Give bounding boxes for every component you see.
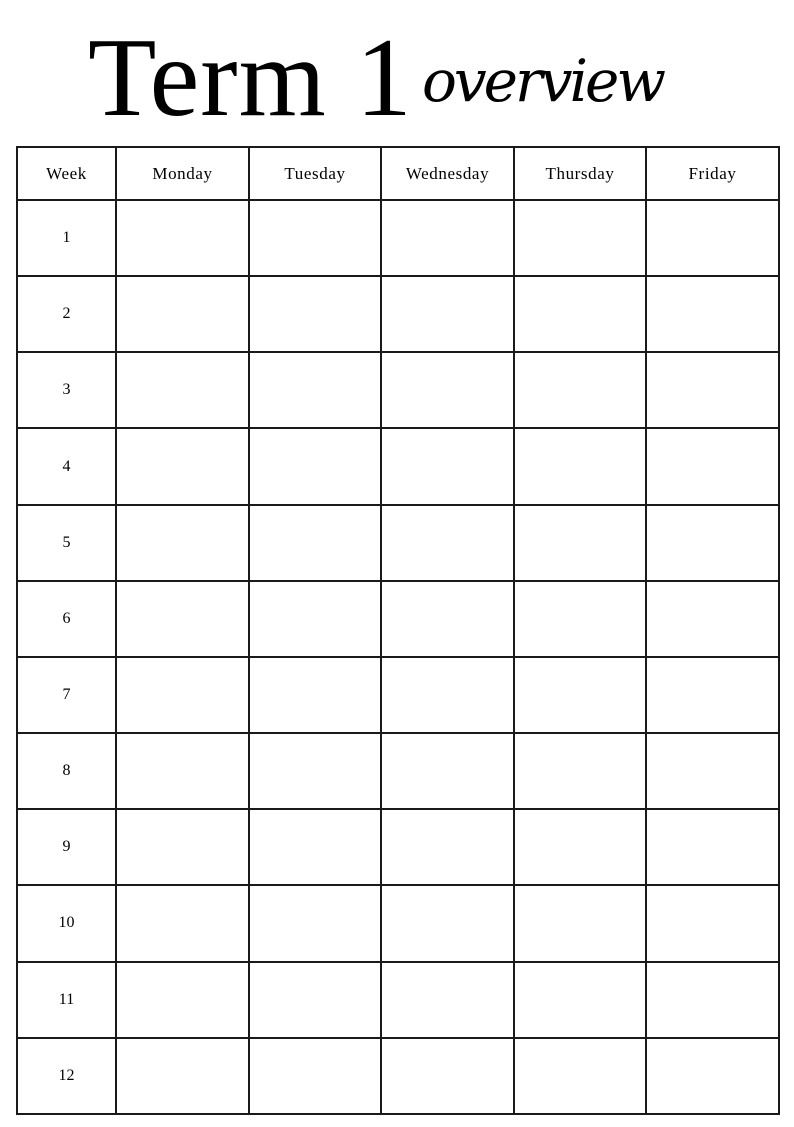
cell-tuesday [249, 657, 381, 733]
cell-wednesday [381, 657, 514, 733]
header-wednesday: Wednesday [381, 147, 514, 200]
cell-friday [646, 276, 779, 352]
cell-tuesday [249, 962, 381, 1038]
cell-monday [116, 1038, 249, 1114]
cell-thursday [514, 962, 646, 1038]
table-row [17, 809, 779, 885]
table-row [17, 352, 779, 428]
page-title: Term 1 [88, 16, 413, 140]
cell-thursday [514, 352, 646, 428]
table-row [17, 1038, 779, 1114]
cell-thursday [514, 428, 646, 504]
cell-monday [116, 352, 249, 428]
table-row [17, 733, 779, 809]
cell-tuesday [249, 733, 381, 809]
cell-monday [116, 809, 249, 885]
cell-friday [646, 428, 779, 504]
cell-thursday [514, 885, 646, 961]
page-subtitle-script: overview [422, 47, 664, 115]
header-week: Week [17, 147, 116, 200]
cell-monday [116, 657, 249, 733]
cell-monday [116, 200, 249, 276]
cell-friday [646, 733, 779, 809]
week-number-cell: 1 [17, 200, 116, 276]
cell-monday [116, 276, 249, 352]
table-body [17, 200, 779, 1114]
header-row [17, 147, 779, 200]
cell-wednesday [381, 352, 514, 428]
cell-wednesday [381, 276, 514, 352]
table-row [17, 885, 779, 961]
cell-friday [646, 962, 779, 1038]
table-row [17, 962, 779, 1038]
page-header [0, 0, 794, 140]
cell-friday [646, 352, 779, 428]
cell-tuesday [249, 1038, 381, 1114]
cell-thursday [514, 733, 646, 809]
cell-friday [646, 200, 779, 276]
cell-wednesday [381, 733, 514, 809]
table-row [17, 276, 779, 352]
cell-monday [116, 505, 249, 581]
cell-friday [646, 657, 779, 733]
cell-thursday [514, 809, 646, 885]
cell-tuesday [249, 809, 381, 885]
header-monday: Monday [116, 147, 249, 200]
week-number-cell: 3 [17, 352, 116, 428]
cell-friday [646, 505, 779, 581]
cell-wednesday [381, 428, 514, 504]
cell-wednesday [381, 1038, 514, 1114]
week-number-cell: 8 [17, 733, 116, 809]
cell-tuesday [249, 885, 381, 961]
table-row [17, 200, 779, 276]
week-number-cell: 6 [17, 581, 116, 657]
table-row [17, 428, 779, 504]
week-number-cell: 2 [17, 276, 116, 352]
cell-tuesday [249, 200, 381, 276]
cell-thursday [514, 657, 646, 733]
table-row [17, 657, 779, 733]
cell-wednesday [381, 885, 514, 961]
term-overview-table [16, 146, 780, 1115]
cell-monday [116, 885, 249, 961]
cell-friday [646, 809, 779, 885]
cell-monday [116, 962, 249, 1038]
cell-tuesday [249, 276, 381, 352]
week-number-cell: 11 [17, 962, 116, 1038]
cell-monday [116, 733, 249, 809]
week-number-cell: 12 [17, 1038, 116, 1114]
cell-wednesday [381, 962, 514, 1038]
cell-friday [646, 581, 779, 657]
table-row [17, 581, 779, 657]
cell-tuesday [249, 352, 381, 428]
week-number-cell: 4 [17, 428, 116, 504]
table-row [17, 505, 779, 581]
cell-wednesday [381, 581, 514, 657]
cell-tuesday [249, 428, 381, 504]
cell-friday [646, 1038, 779, 1114]
cell-thursday [514, 581, 646, 657]
week-number-cell: 7 [17, 657, 116, 733]
cell-tuesday [249, 581, 381, 657]
header-tuesday: Tuesday [249, 147, 381, 200]
cell-monday [116, 581, 249, 657]
cell-monday [116, 428, 249, 504]
cell-thursday [514, 276, 646, 352]
cell-thursday [514, 200, 646, 276]
cell-friday [646, 885, 779, 961]
cell-thursday [514, 1038, 646, 1114]
cell-wednesday [381, 809, 514, 885]
cell-tuesday [249, 505, 381, 581]
cell-thursday [514, 505, 646, 581]
week-number-cell: 10 [17, 885, 116, 961]
week-number-cell: 9 [17, 809, 116, 885]
header-thursday: Thursday [514, 147, 646, 200]
header-friday: Friday [646, 147, 779, 200]
week-number-cell: 5 [17, 505, 116, 581]
cell-wednesday [381, 200, 514, 276]
cell-wednesday [381, 505, 514, 581]
